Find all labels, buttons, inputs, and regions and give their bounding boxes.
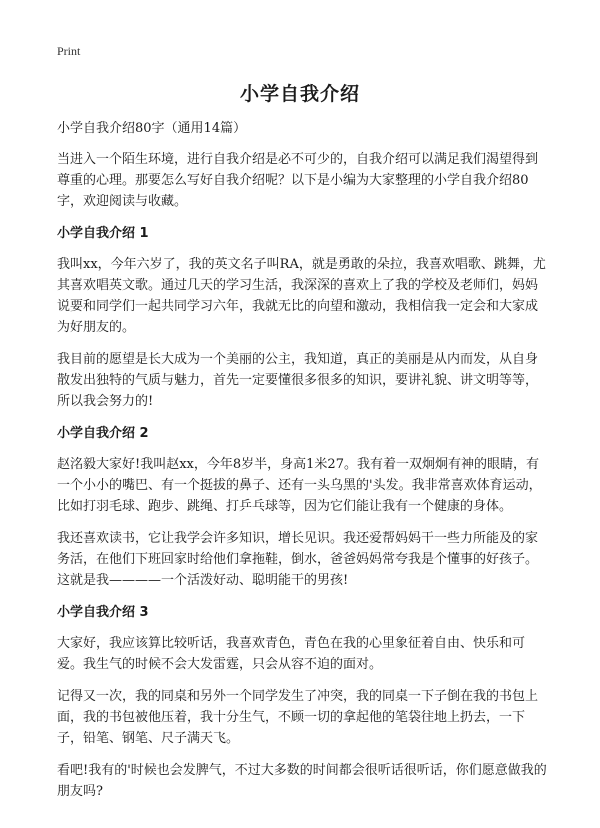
section-2-paragraph-2: 我还喜欢读书，它让我学会许多知识，增长见识。我还爱帮妈妈干一些力所能及的家务活，在他们下班回家时给他们拿拖鞋，倒水，爸爸妈妈常夸我是个懂事的好孩子。这就是我————一个活泼好动、聪明能干的男孩! [57,531,539,588]
document-title: 小学自我介绍 [239,83,360,105]
intro-paragraph: 当进入一个陌生环境，进行自我介绍是必不可少的，自我介绍可以满足我们渴望得到尊重的心理。那要怎么写好自我介绍呢？以下是小编为大家整理的小学自我介绍80字，欢迎阅读与收藏。 [57,152,539,209]
section-3-paragraph-2: 记得又一次，我的同桌和另外一个同学发生了冲突，我的同桌一下子倒在我的书包上面，我的书包被他压着，我十分生气，不顾一切的拿起他的笔袋往地上扔去，一下子，铅笔、钢笔、尺子满天飞。 [57,689,539,746]
section-3-paragraph-1: 大家好，我应该算比较听话，我喜欢青色，青色在我的心里象征着自由、快乐和可爱。我生气的时候不会大发雷霆，只会从容不迫的面对。 [57,636,526,672]
document-subtitle: 小学自我介绍80字（通用14篇） [57,121,247,136]
section-3-paragraph-3: 看吧!我有的'时候也会发脾气，不过大多数的时间都会很听话很听话，你们愿意做我的朋友吗? [57,763,547,799]
section-heading-1: 小学自我介绍 1 [57,226,149,241]
print-link[interactable]: Print [57,44,81,58]
section-heading-2: 小学自我介绍 2 [57,426,149,441]
section-heading-3: 小学自我介绍 3 [57,605,149,620]
document-body [57,118,547,813]
section-1-paragraph-2: 我目前的愿望是长大成为一个美丽的公主，我知道，真正的美丽是从内而发，从自身散发出独特的气质与魅力，首先一定要懂很多很多的知识，要讲礼貌、讲文明等等，所以我会努力的! [57,352,539,409]
section-2-paragraph-1: 赵洺毅大家好!我叫赵xx，今年8岁半，身高1米27。我有着一双炯炯有神的眼睛，有一个小小的嘴巴、有一个挺拔的鼻子、还有一头乌黑的'头发。我非常喜欢体育运动，比如打羽毛球、跑步、跳绳、打乒乓球等，因为它们能让我有一个健康的身体。 [57,457,542,514]
section-1-paragraph-1: 我叫xx，今年六岁了，我的英文名子叫RA，就是勇敢的朵拉，我喜欢唱歌、跳舞，尤其喜欢唱英文歌。通过几天的学习生活，我深深的喜欢上了我的学校及老师们，妈妈说要和同学们一起共同学习六年，我就无比的向望和激动，我相信我一定会和大家成为好朋友的。 [57,257,546,335]
